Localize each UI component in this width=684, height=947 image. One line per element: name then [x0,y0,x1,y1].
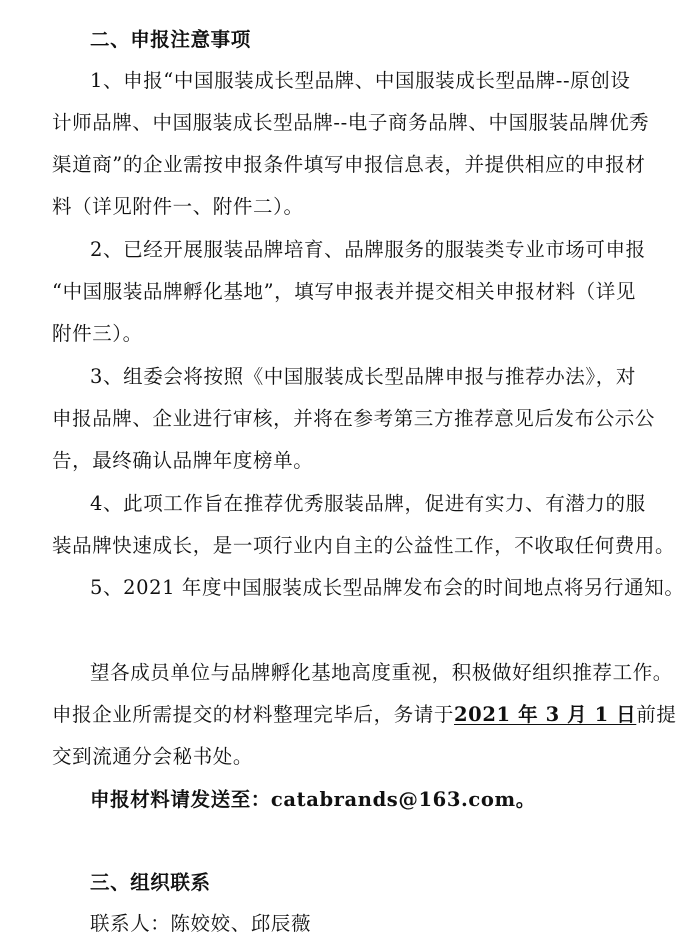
item-4-line-1: 4、此项工作旨在推荐优秀服装品牌，促进有实力、有潜力的服 [90,492,646,515]
item-2-line-1: 2、已经开展服装品牌培育、品牌服务的服装类专业市场可申报 [90,238,646,261]
closing-line-2-text: 申报企业所需提交的材料整理完毕后，务请于 [52,703,455,726]
section-3-heading: 三、组织联系 [90,871,211,894]
deadline-date: 2021 年 3 月 1 日 [454,703,637,726]
closing-line-2-tail: 前提 [636,703,677,726]
closing-line-2 [52,701,677,729]
item-3-line-1: 3、组委会将按照《中国服装成长型品牌申报与推荐办法》，对 [90,365,636,388]
section-2-heading: 二、申报注意事项 [90,28,251,51]
item-3-line-2: 申报品牌、企业进行审核，并将在参考第三方推荐意见后发布公示公 [52,407,656,430]
item-5-line-1: 5、2021 年度中国服装成长型品牌发布会的时间地点将另行通知。 [90,576,684,599]
item-2-line-2: “中国服装品牌孵化基地”，填写申报表并提交相关申报材料（详见 [52,280,636,303]
item-3-line-3: 告，最终确认品牌年度榜单。 [52,449,314,472]
contact-persons: 联系人：陈姣姣、邱辰薇 [90,912,312,935]
item-1-line-3: 渠道商”的企业需按申报条件填写申报信息表，并提供相应的申报材 [52,153,646,176]
item-1-line-2: 计师品牌、中国服装成长型品牌--电子商务品牌、中国服装品牌优秀 [52,111,650,134]
item-4-line-2: 装品牌快速成长，是一项行业内自主的公益性工作，不收取任何费用。 [52,534,676,557]
closing-line-1: 望各成员单位与品牌孵化基地高度重视，积极做好组织推荐工作。 [90,661,673,684]
item-1-line-1: 1、申报“中国服装成长型品牌、中国服装成长型品牌--原创设 [90,69,631,92]
email-instruction: 申报材料请发送至：catabrands@163.com。 [90,788,536,811]
item-1-line-4: 料（详见附件一、附件二）。 [52,195,304,218]
item-2-line-3: 附件三）。 [52,322,143,345]
closing-line-3: 交到流通分会秘书处。 [52,745,254,768]
